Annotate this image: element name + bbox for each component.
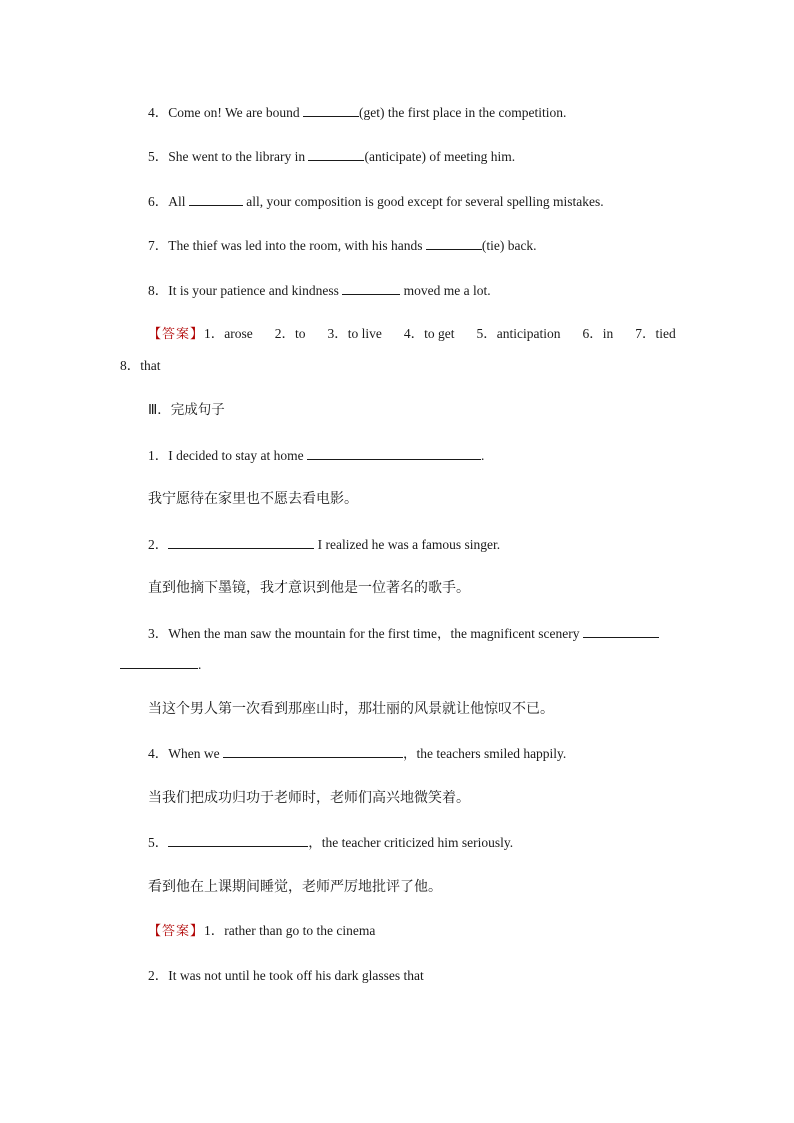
sentence-translation: 看到他在上课期间睡觉，老师严厉地批评了他。 bbox=[148, 879, 442, 895]
sentence-number: 2． bbox=[148, 537, 169, 552]
sentence-text: When we bbox=[168, 746, 223, 761]
sentence-translation: 当我们把成功归功于老师时，老师们高兴地微笑着。 bbox=[148, 790, 470, 806]
sentence-text: When the man saw the mountain for the first time，the magnificent scenery bbox=[168, 626, 583, 641]
answer-item: 4．to get bbox=[403, 326, 455, 341]
answer-blank[interactable] bbox=[303, 103, 359, 117]
answer-blank[interactable] bbox=[583, 624, 659, 638]
sentence-number: 1． bbox=[148, 448, 169, 463]
question-text: She went to the library in bbox=[168, 149, 309, 164]
answer-item: 2．to bbox=[274, 326, 306, 341]
answer-item: 2．It was not until he took off his dark glasses that bbox=[148, 968, 424, 983]
sentence-1 bbox=[148, 446, 484, 465]
question-text: Come on! We are bound bbox=[168, 105, 304, 120]
sentence-text: . bbox=[480, 448, 485, 463]
sentence-text: . bbox=[198, 657, 202, 672]
answer-line bbox=[148, 325, 676, 344]
answer-line bbox=[148, 922, 375, 941]
question-6 bbox=[148, 192, 604, 211]
section-heading: Ⅲ．完成句子 bbox=[148, 402, 225, 418]
question-text: moved me a lot. bbox=[400, 283, 491, 298]
question-5 bbox=[148, 147, 515, 166]
answer-item: 7．tied bbox=[635, 326, 676, 341]
answer-blank[interactable] bbox=[342, 281, 400, 295]
question-number: 4． bbox=[148, 105, 169, 120]
answer-blank[interactable] bbox=[168, 535, 314, 549]
answer-blank[interactable] bbox=[189, 192, 243, 206]
sentence-text: ，the teacher criticized him seriously. bbox=[308, 835, 514, 850]
sentence-number: 4． bbox=[148, 746, 169, 761]
question-number: 6． bbox=[148, 194, 169, 209]
answer-blank[interactable] bbox=[426, 236, 482, 250]
sentence-3-continued bbox=[120, 655, 201, 674]
question-number: 8． bbox=[148, 283, 169, 298]
answer-tag: 【答案】 bbox=[148, 327, 205, 342]
answer-blank[interactable] bbox=[120, 655, 198, 669]
sentence-number: 5． bbox=[148, 835, 169, 850]
sentence-translation: 直到他摘下墨镜，我才意识到他是一位著名的歌手。 bbox=[148, 580, 470, 596]
question-4 bbox=[148, 103, 566, 122]
answer-blank[interactable] bbox=[308, 147, 364, 161]
question-text: It is your patience and kindness bbox=[168, 283, 343, 298]
answer-item: 5．anticipation bbox=[476, 326, 561, 341]
sentence-number: 3． bbox=[148, 626, 169, 641]
answer-item: 8．that bbox=[120, 358, 161, 373]
question-text: (anticipate) of meeting him. bbox=[364, 149, 516, 164]
question-text: All bbox=[168, 194, 189, 209]
sentence-4 bbox=[148, 744, 566, 763]
question-text: (get) the first place in the competition. bbox=[359, 105, 567, 120]
sentence-text: I decided to stay at home bbox=[168, 448, 307, 463]
question-number: 5． bbox=[148, 149, 169, 164]
sentence-text: I realized he was a famous singer. bbox=[314, 537, 501, 552]
answer-item: 6．in bbox=[582, 326, 614, 341]
answer-blank[interactable] bbox=[168, 833, 308, 847]
sentence-translation: 当这个男人第一次看到那座山时，那壮丽的风景就让他惊叹不已。 bbox=[148, 701, 554, 717]
sentence-translation: 我宁愿待在家里也不愿去看电影。 bbox=[148, 491, 358, 507]
answer-blank[interactable] bbox=[307, 446, 481, 460]
sentence-3 bbox=[148, 624, 659, 643]
question-7 bbox=[148, 236, 537, 255]
question-8 bbox=[148, 281, 491, 300]
question-text: The thief was led into the room, with his hands bbox=[168, 238, 426, 253]
question-text: (tie) back. bbox=[481, 238, 537, 253]
question-number: 7． bbox=[148, 238, 169, 253]
answer-item: 3．to live bbox=[327, 326, 382, 341]
answer-item: 1．rather than go to the cinema bbox=[204, 923, 376, 938]
question-text: all, your composition is good except for several spelling mistakes. bbox=[242, 194, 604, 209]
sentence-5 bbox=[148, 833, 513, 852]
answer-tag: 【答案】 bbox=[148, 924, 205, 939]
answer-blank[interactable] bbox=[223, 744, 403, 758]
sentence-2 bbox=[148, 535, 500, 554]
answer-item: 1．arose bbox=[204, 326, 253, 341]
sentence-text: ，the teachers smiled happily. bbox=[402, 746, 567, 761]
